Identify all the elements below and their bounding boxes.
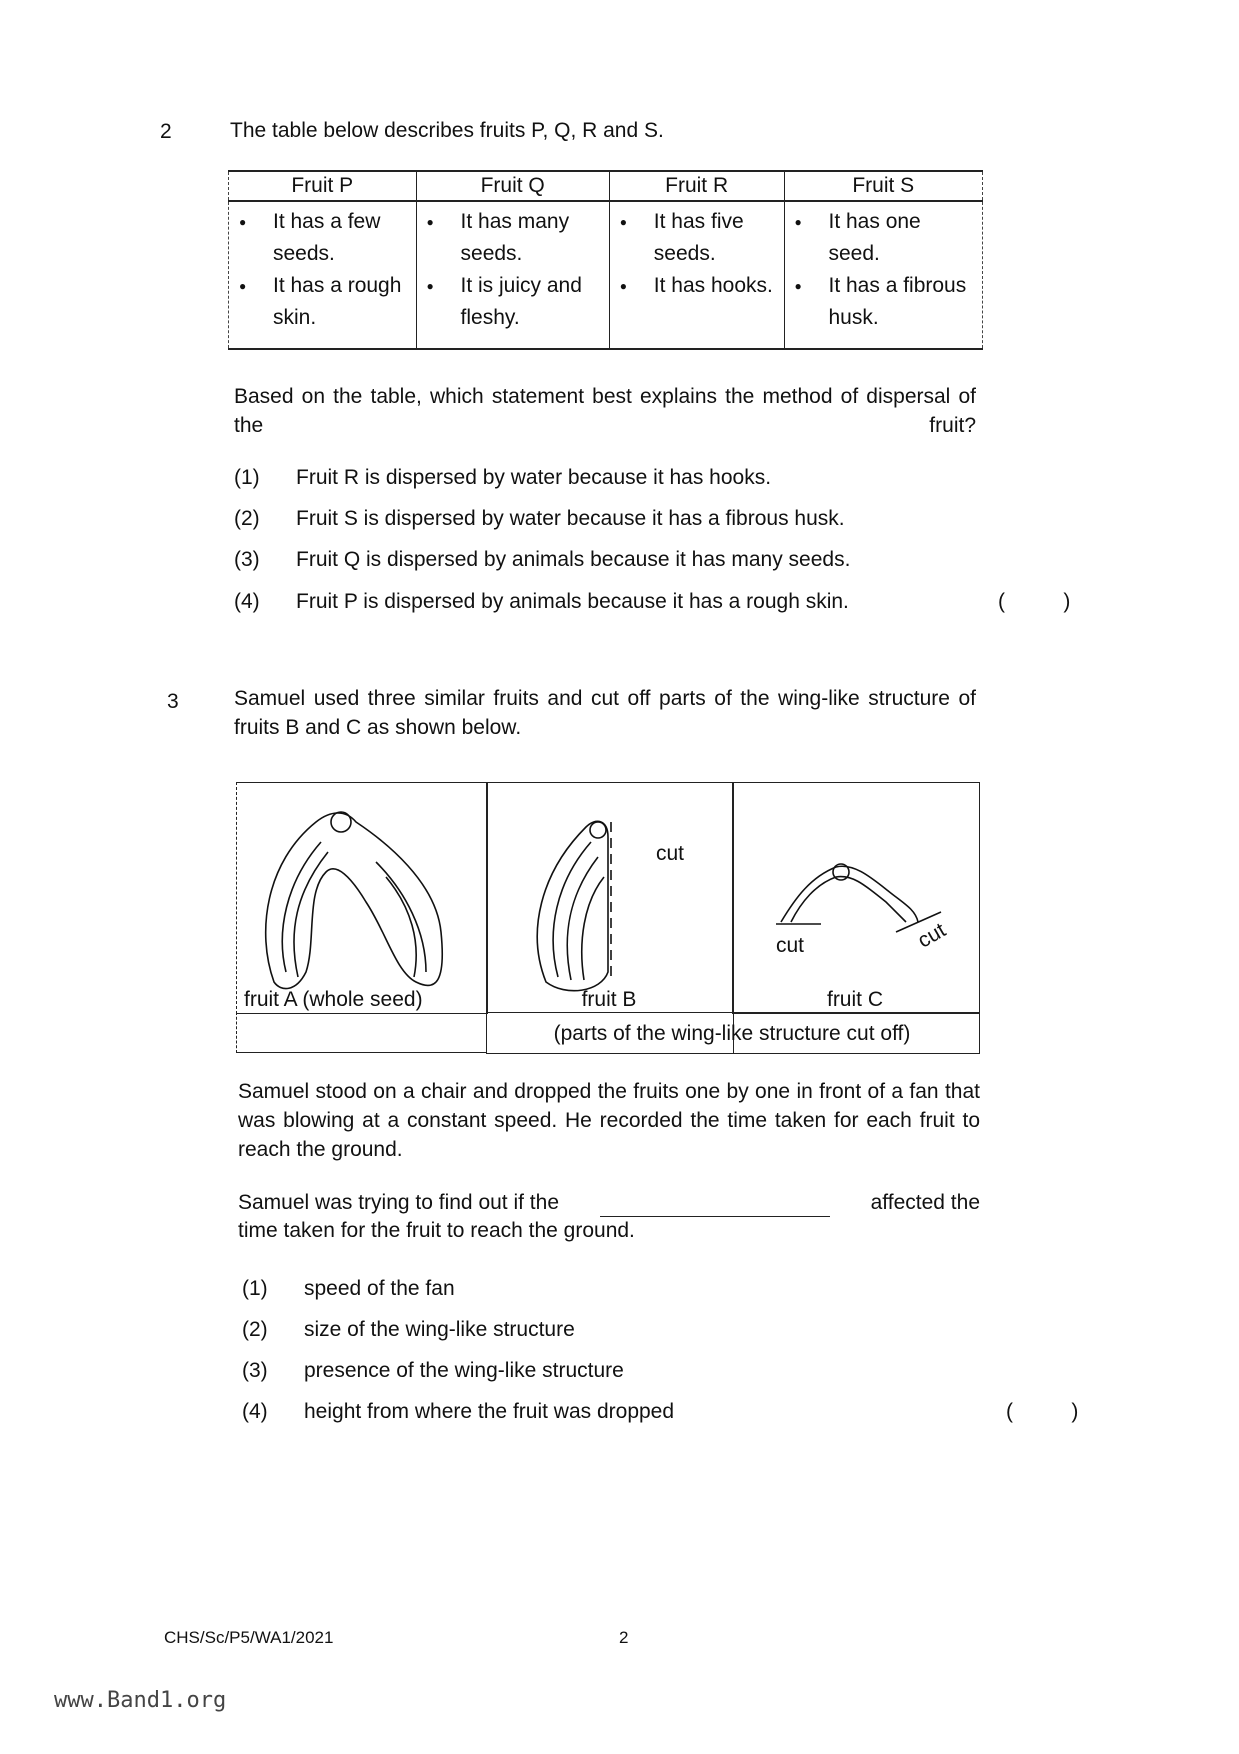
cell-fruit-r: ● It has five seeds. ● It has hooks. [609, 201, 784, 349]
cut-label-c-left: cut [776, 934, 805, 957]
bullet-icon: ● [794, 215, 802, 229]
bullet-icon: ● [794, 279, 802, 293]
bullet-icon: ● [239, 279, 247, 293]
question-2-intro: The table below describes fruits P, Q, R and S. [230, 119, 664, 142]
q2-option-4[interactable]: (4) Fruit P is dispersed by animals because it has a rough skin. [234, 590, 849, 613]
bullet-icon: ● [619, 279, 628, 293]
fruit-b-drawing [537, 821, 611, 990]
fruit-a-drawing [266, 812, 443, 989]
fruit-c-drawing [776, 864, 941, 932]
bullet-icon: ● [426, 215, 434, 229]
q2-option-1[interactable]: (1) Fruit R is dispersed by water because it has hooks. [234, 466, 772, 489]
answer-blank [600, 1188, 830, 1217]
question-3-stem-line2: time taken for the fruit to reach the ground. [238, 1219, 635, 1242]
question-2-stem: Based on the table, which statement best explains the method of dispersal of the fruit? [234, 385, 976, 437]
cell-fruit-q: ● It has many seeds. ● It is juicy and fleshy. [416, 201, 609, 349]
header-fruit-p: Fruit P [229, 171, 417, 201]
header-fruit-s: Fruit S [784, 171, 983, 201]
q3-option-3[interactable]: (3) presence of the wing-like structure [242, 1359, 624, 1382]
bullet-icon: ● [619, 215, 628, 229]
fruit-table [228, 170, 983, 350]
caption-fruit-c: fruit C [826, 988, 883, 1011]
q3-option-2[interactable]: (2) size of the wing-like structure [242, 1318, 575, 1341]
question-2-number: 2 [160, 120, 172, 143]
question-3-paragraph: Samuel stood on a chair and dropped the fruits one by one in front of a fan that was blowing at a constant speed. He recorded the time taken for each fruit to reach the ground. [238, 1080, 980, 1161]
cell-fruit-s: ● It has one seed. ● It has a fibrous husk. [784, 201, 983, 349]
cut-label-c-right: cut [913, 918, 950, 953]
fruit-figure [236, 782, 980, 1052]
footer-code: CHS/Sc/P5/WA1/2021 [164, 1628, 334, 1647]
page-number: 2 [619, 1628, 629, 1647]
caption-fruit-b: fruit B [581, 988, 637, 1011]
question-3-number: 3 [167, 690, 179, 713]
bullet-icon: ● [426, 279, 434, 293]
header-fruit-q: Fruit Q [416, 171, 609, 201]
q3-answer-bracket[interactable]: ( ) [1006, 1400, 1079, 1423]
cell-fruit-p: ● It has a few seeds. ● It has a rough skin. [229, 201, 417, 349]
q2-answer-bracket[interactable]: ( ) [998, 590, 1071, 613]
q3-option-1[interactable]: (1) speed of the fan [242, 1277, 455, 1300]
q2-option-3[interactable]: (3) Fruit Q is dispersed by animals because it has many seeds. [234, 548, 851, 571]
q3-option-4[interactable]: (4) height from where the fruit was dropped [242, 1400, 675, 1423]
caption-wing-cut: (parts of the wing-like structure cut off) [553, 1022, 911, 1045]
question-3-stem: Samuel was trying to find out if the affected the [238, 1188, 980, 1217]
watermark: www.Band1.org [54, 1688, 227, 1713]
figure-cell-a-bottom [236, 1012, 487, 1053]
question-3-intro: Samuel used three similar fruits and cut off parts of the wing-like structure of fruits B and C as shown below. [234, 687, 976, 739]
q2-option-2[interactable]: (2) Fruit S is dispersed by water because it has a fibrous husk. [234, 507, 845, 530]
bullet-icon: ● [239, 215, 247, 229]
header-fruit-r: Fruit R [609, 171, 784, 201]
cut-label-b: cut [656, 842, 685, 865]
seed-drawings [236, 782, 980, 1012]
caption-fruit-a: fruit A (whole seed) [244, 988, 423, 1011]
